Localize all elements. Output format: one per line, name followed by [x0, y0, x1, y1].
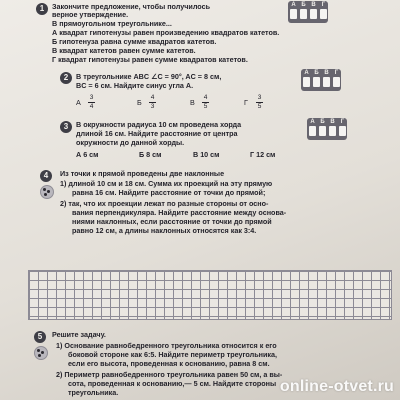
task-4-line: равна 16 см. Найдите расстояние от точки до прямой; — [72, 188, 266, 197]
fraction-numerator: 4 — [150, 94, 155, 101]
task-1-option-b: Б гипотенуза равна сумме квадратов катетов. — [52, 37, 217, 46]
task-3-option-a: А 6 см — [76, 150, 99, 159]
task-3-line: В окружности радиуса 10 см проведена хорда — [76, 120, 242, 129]
task-3-line: длиной 16 см. Найдите расстояние от центра — [76, 129, 238, 138]
answer-cell-g[interactable] — [333, 77, 340, 87]
answer-cell-b[interactable] — [300, 9, 307, 19]
fraction-denominator: 5 — [257, 103, 262, 110]
difficulty-dots-icon — [40, 185, 54, 199]
answer-cell-a[interactable] — [290, 9, 297, 19]
difficulty-dots-icon — [34, 346, 48, 360]
task-1-line: верное утверждение. — [52, 10, 129, 19]
task-4-line: 2) так, что их проекции лежат по разные стороны от осно- — [60, 199, 269, 208]
task-2-line: BC = 6 см. Найдите синус угла A. — [76, 81, 194, 90]
answer-cell-a[interactable] — [303, 77, 310, 87]
task-1-option-g: Г квадрат гипотенузы равен сумме квадратов катетов. — [52, 55, 248, 64]
task-2-number-icon: 2 — [60, 72, 72, 84]
fraction-numerator: 3 — [257, 94, 262, 101]
fraction-denominator: 4 — [89, 103, 94, 110]
task-1-answer-box — [288, 1, 328, 23]
task-1-option-a: А квадрат гипотенузы равен произведению квадратов катетов. — [52, 28, 280, 37]
task-4-number-icon: 4 — [40, 170, 52, 182]
task-2-option-v-label: В — [190, 98, 195, 107]
fraction-numerator: 4 — [203, 94, 208, 101]
answer-letter: Б — [320, 119, 325, 125]
site-watermark: online-otvet.ru — [279, 378, 394, 395]
answer-cell-a[interactable] — [309, 126, 316, 136]
task-3-line: окружности до данной хорды. — [76, 138, 185, 147]
task-5-number-icon: 5 — [34, 331, 46, 343]
task-4-line: 1) длиной 10 см и 18 см. Сумма их проекций на эту прямую — [60, 179, 273, 188]
task-5-line: сота, проведенная к основанию,— 5 см. Найдите стороны — [68, 379, 277, 388]
answer-cell-g[interactable] — [320, 9, 327, 19]
answer-letter: В — [330, 119, 335, 125]
answer-cell-v[interactable] — [329, 126, 336, 136]
task-2-option-a-label: А — [76, 98, 81, 107]
task-5-line: 2) Периметр равнобедренного треугольника равен 50 см, а вы- — [56, 370, 283, 379]
task-4-line: ниями наклонных, если расстояние от точки до прямой — [72, 217, 272, 226]
answer-grid[interactable] — [28, 270, 392, 320]
task-2-line: В треугольнике ABC ∠C = 90°, AC = 8 см, — [76, 72, 222, 81]
task-5-title: Решите задачу. — [52, 330, 106, 339]
answer-letter: В — [324, 70, 329, 76]
task-1-line: Закончите предложение, чтобы получилось — [52, 2, 211, 11]
task-2-answer-box — [301, 69, 341, 91]
answer-letter: А — [304, 70, 309, 76]
answer-cell-v[interactable] — [323, 77, 330, 87]
answer-letter: А — [310, 119, 315, 125]
answer-letter: Б — [301, 2, 306, 8]
answer-cell-g[interactable] — [339, 126, 346, 136]
answer-letter: Г — [321, 2, 326, 8]
task-2-option-g-fraction — [256, 94, 263, 110]
fraction-numerator: 3 — [89, 94, 94, 101]
answer-cell-v[interactable] — [310, 9, 317, 19]
task-3-number-icon: 3 — [60, 121, 72, 133]
task-1-number-icon: 1 — [36, 3, 48, 15]
answer-letter: Г — [334, 70, 339, 76]
answer-letter: В — [311, 2, 316, 8]
task-2-option-b-label: Б — [137, 98, 142, 107]
answer-letter: Б — [314, 70, 319, 76]
answer-cell-b[interactable] — [313, 77, 320, 87]
task-1-line: В прямоугольном треугольнике... — [52, 19, 172, 28]
task-2-option-a-fraction — [88, 94, 95, 110]
task-5-line: 1) Основание равнобедренного треугольника относится к его — [56, 341, 277, 350]
task-3-answer-box — [307, 118, 347, 140]
answer-letter: А — [291, 2, 296, 8]
task-2-option-g-label: Г — [244, 98, 248, 107]
task-2-option-b-fraction — [149, 94, 156, 110]
answer-cell-b[interactable] — [319, 126, 326, 136]
task-5-line: треугольника. — [68, 388, 119, 397]
task-3-option-g: Г 12 см — [250, 150, 276, 159]
fraction-denominator: 5 — [203, 103, 208, 110]
fraction-denominator: 3 — [150, 103, 155, 110]
task-5-line: если его высота, проведенная к основанию, равна 8 см. — [68, 359, 270, 368]
task-1-option-v: В квадрат катетов равен сумме катетов. — [52, 46, 196, 55]
answer-letter: Г — [340, 119, 345, 125]
task-4-line: равно 12 см, а длины наклонных относятся как 3:4. — [72, 226, 257, 235]
task-2-option-v-fraction — [202, 94, 209, 110]
task-4-line: Из точки к прямой проведены две наклонные — [60, 169, 225, 178]
task-4-line: вания перпендикуляра. Найдите расстояние между основа- — [72, 208, 287, 217]
task-3-option-b: Б 8 см — [139, 150, 162, 159]
task-5-line: боковой стороне как 6:5. Найдите периметр треугольника, — [68, 350, 277, 359]
task-3-option-v: В 10 см — [193, 150, 220, 159]
